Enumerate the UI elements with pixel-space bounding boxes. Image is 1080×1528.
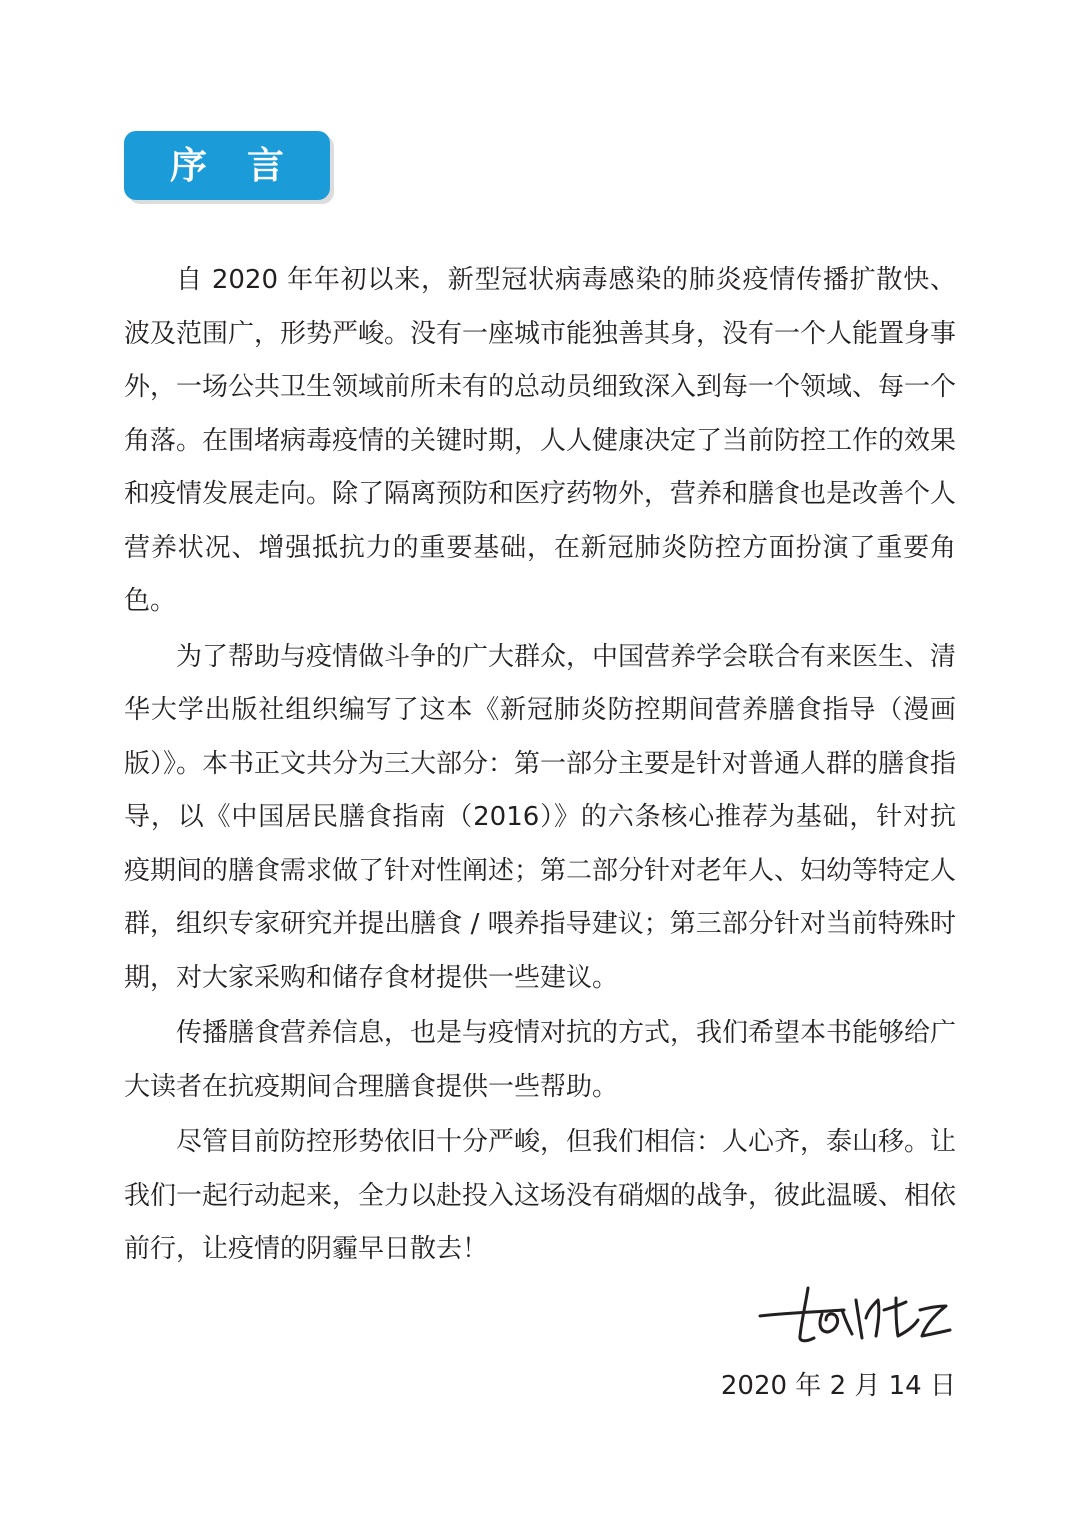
handwritten-signature [756, 1280, 952, 1350]
paragraph-1: 自 2020 年年初以来，新型冠状病毒感染的肺炎疫情传播扩散快、波及范围广，形势严峻。没有一座城市能独善其身，没有一个人能置身事外，一场公共卫生领域前所未有的总动员细致深入到每一个领域、每一个角落。在围堵病毒疫情的关键时期，人人健康决定了当前防控工作的效果和疫情发展走向。除了隔离预防和医疗药物外，营养和膳食也是改善个人营养状况、增强抵抗力的重要基础，在新冠肺炎防控方面扮演了重要角色。 [124, 265, 957, 616]
title-badge [124, 131, 330, 200]
preface-body [124, 254, 956, 1279]
date: 2020 年 2 月 14 日 [720, 1371, 956, 1401]
paragraph-3: 传播膳食营养信息，也是与疫情对抗的方式，我们希望本书能够给广大读者在抗疫期间合理膳食提供一些帮助。 [124, 1018, 957, 1102]
page-title: 序言 [170, 144, 324, 187]
paragraph-2: 为了帮助与疫情做斗争的广大群众，中国营养学会联合有来医生、清华大学出版社组织编写了这本《新冠肺炎防控期间营养膳食指导（漫画版）》。本书正文共分为三大部分：第一部分主要是针对普通人群的膳食指导，以《中国居民膳食指南（2016）》的六条核心推荐为基础，针对抗疫期间的膳食需求做了针对性阐述；第二部分针对老年人、妇幼等特定人群，组织专家研究并提出膳食 / 喂养指导建议；第三部分针对当前特殊时期，对大家采购和储存食材提供一些建议。 [124, 641, 957, 993]
paragraph-4: 尽管目前防控形势依旧十分严峻，但我们相信：人心齐，泰山移。让我们一起行动起来，全力以赴投入这场没有硝烟的战争，彼此温暖、相依前行，让疫情的阴霾早日散去！ [124, 1127, 957, 1264]
